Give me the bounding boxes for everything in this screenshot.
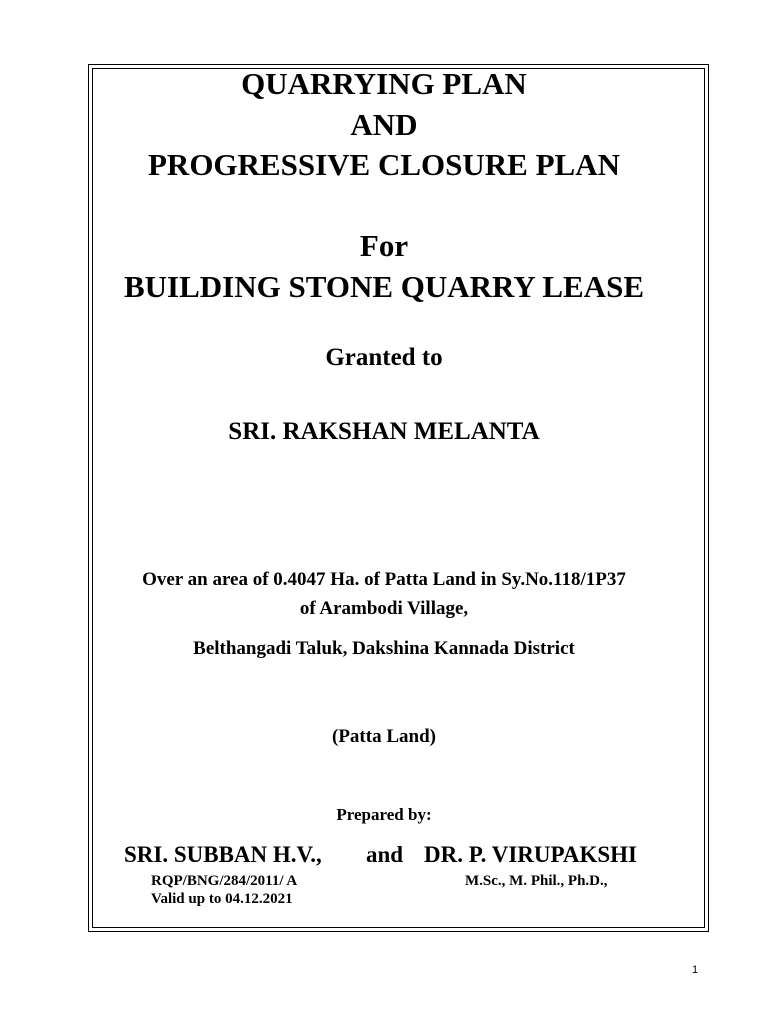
granted-to-label: Granted to [325,344,443,371]
title-for: For [359,228,409,263]
area-line-3: Belthangadi Taluk, Dakshina Kannada District [193,638,575,659]
page-number: 1 [692,964,699,976]
preparer-1-name: SRI. SUBBAN H.V., [124,842,322,867]
land-type: (Patta Land) [332,726,436,747]
prepared-by-label: Prepared by: [336,805,432,824]
title-line-3: PROGRESSIVE CLOSURE PLAN [148,147,620,182]
title-line-1: QUARRYING PLAN [241,66,527,101]
preparer-2-name: DR. P. VIRUPAKSHI [424,842,637,867]
preparer-1-registration: RQP/BNG/284/2011/ A [151,873,298,889]
grantee-name: SRI. RAKSHAN MELANTA [228,418,540,445]
page-border-inner [92,68,705,928]
title-line-4: BUILDING STONE QUARRY LEASE [123,269,644,304]
preparers-and: and [366,842,404,867]
title-line-2: AND [350,107,418,142]
preparer-2-qualification: M.Sc., M. Phil., Ph.D., [465,873,608,889]
page-border [88,64,709,932]
preparer-1-validity: Valid up to 04.12.2021 [151,891,293,907]
area-line-2: of Arambodi Village, [299,598,469,619]
area-line-1: Over an area of 0.4047 Ha. of Patta Land in Sy.No.118/1P37 [142,569,626,590]
